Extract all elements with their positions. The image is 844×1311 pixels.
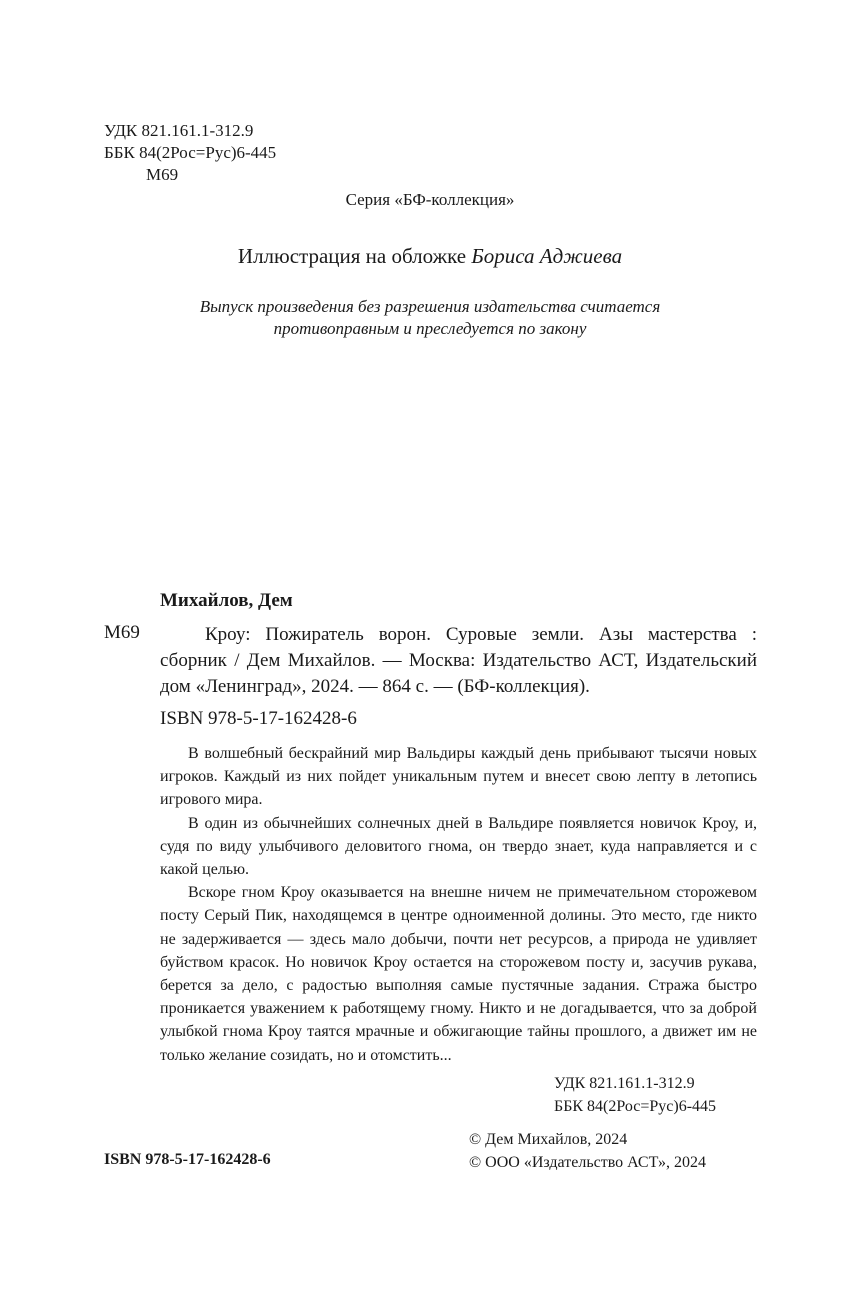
annotation-paragraph-1: В волшебный бескрайний мир Вальдиры каждый день прибывают тысячи новых игроков. Каждый из них пойдет уникальным путем и внесет свою лепту в летопись игрового мира. <box>160 745 757 809</box>
bibliographic-text: Кроу: Пожиратель ворон. Суровые земли. Азы мастерства : сборник / Дем Михайлов. — Москва: Издательство АСТ, Издательский дом «Ленинград», 2024. — 864 с. — (БФ-коллекция). <box>160 624 757 697</box>
copyright-author: © Дем Михайлов, 2024 <box>469 1131 628 1148</box>
series-line: Серия «БФ-коллекция» <box>345 190 515 209</box>
bottom-udk-code: УДК 821.161.1-312.9 <box>554 1075 695 1092</box>
udk-code: УДК 821.161.1-312.9 <box>104 121 254 140</box>
annotation-paragraph-3: Вскоре гном Кроу оказывается на внешне ничем не примечательном сторожевом посту Серый Пик, находящемся в центре одноименной долины. Это место, где никто не задерживается — здесь мало добычи, почти нет ресурсов, а природа не удивляет буйством красок. Но новичок Кроу остается на сторожевом посту и, засучив рукава, берется за дело, с радостью выполняя самые пустячные задания. Стража быстро проникается уважением к работящему гному. Никто и не догадывается, что за доброй улыбкой гнома Кроу таятся мрачные и обжигающие тайны прошлого, а движет им не только желание созидать, но и отомстить... <box>160 884 757 1064</box>
copyright-warning <box>0 296 844 340</box>
bottom-classification-codes <box>554 1072 716 1118</box>
copyright-notices <box>469 1128 706 1174</box>
author-heading: Михайлов, Дем <box>160 590 293 611</box>
annotation-paragraph-2: В один из обычнейших солнечных дней в Вальдире появляется новичок Кроу, и, судя по виду улыбчивого деловитого гнома, он твердо знает, куда направляется и с какой целью. <box>160 814 757 879</box>
isbn-line: ISBN 978-5-17-162428-6 <box>160 708 357 729</box>
warning-line-2: противоправным и преследуется по закону <box>273 319 587 338</box>
bbk-code: ББК 84(2Рос=Рус)6-445 <box>104 143 277 162</box>
annotation <box>160 742 757 1067</box>
illustration-artist: Бориса Аджиева <box>471 244 623 268</box>
bibliographic-mark: М69 <box>104 622 140 643</box>
isbn-bold: ISBN 978-5-17-162428-6 <box>104 1151 271 1168</box>
classification-codes <box>104 120 276 186</box>
bibliographic-description <box>160 622 757 700</box>
copyright-publisher: © ООО «Издательство АСТ», 2024 <box>469 1154 706 1171</box>
author-mark: М69 <box>146 165 179 184</box>
bottom-bbk-code: ББК 84(2Рос=Рус)6-445 <box>554 1098 717 1115</box>
illustration-prefix: Иллюстрация на обложке <box>237 244 472 268</box>
illustration-credit <box>0 244 844 269</box>
warning-line-1: Выпуск произведения без разрешения издательства считается <box>199 297 661 316</box>
